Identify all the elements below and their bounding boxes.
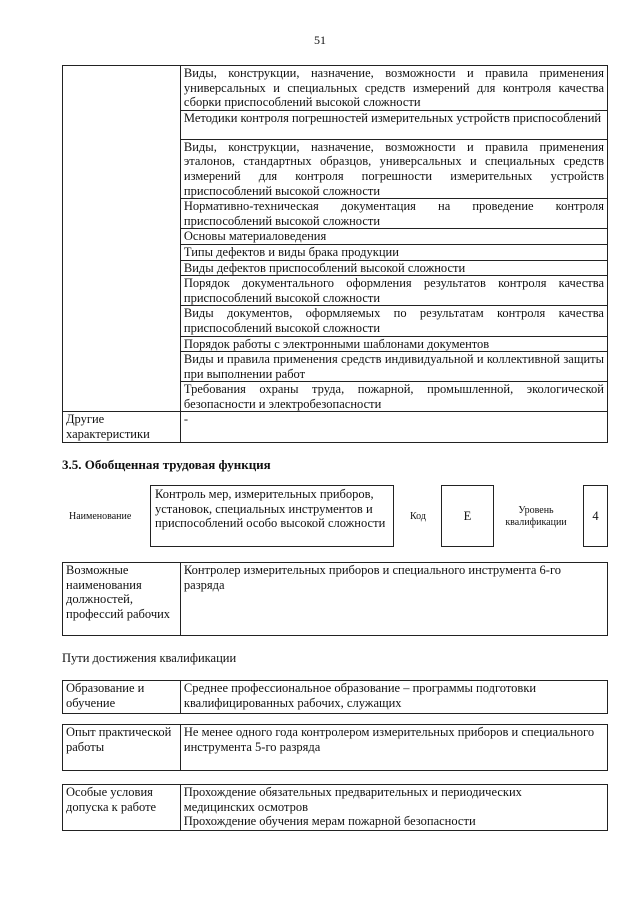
- knowledge-item: Порядок документального оформления результатов контроля качества приспособлений высокой сложности: [180, 276, 607, 306]
- knowledge-item: Виды дефектов приспособлений высокой сложности: [180, 260, 607, 276]
- possible-names-value: Контролер измерительных приборов и специального инструмента 6-го разряда: [180, 563, 607, 636]
- knowledge-item: Нормативно-техническая документация на проведение контроля приспособлений высокой сложности: [180, 199, 607, 229]
- knowledge-item: Типы дефектов и виды брака продукции: [180, 244, 607, 260]
- table-row: [63, 785, 608, 831]
- qualification-title: Пути достижения квалификации: [62, 651, 237, 665]
- table-row: [63, 66, 608, 111]
- special-condition-item: Прохождение обязательных предварительных и периодических медицинских осмотров: [183, 785, 522, 814]
- experience-label: Опыт практической работы: [63, 725, 181, 771]
- code-box: [441, 485, 494, 547]
- possible-names-table: [62, 562, 608, 636]
- special-condition-item: Прохождение обучения мерам пожарной безопасности: [183, 814, 476, 829]
- knowledge-item: Виды документов, оформляемых по результатам контроля качества приспособлений высокой сложности: [180, 306, 607, 336]
- table-row: [63, 412, 608, 442]
- table-row: [63, 681, 608, 714]
- education-table: [62, 680, 608, 714]
- level-label: Уровень квалификации: [505, 505, 567, 528]
- empty-label-cell: [63, 66, 181, 412]
- knowledge-item: Порядок работы с электронными шаблонами документов: [180, 336, 607, 352]
- page-number: 51: [314, 33, 326, 47]
- code-value: E: [463, 508, 472, 523]
- knowledge-item: Методики контроля погрешностей измерительных устройств приспособлений: [180, 110, 607, 139]
- education-label: Образование и обучение: [63, 681, 181, 714]
- special-conditions-value: [180, 785, 607, 831]
- special-conditions-table: [62, 784, 608, 831]
- table-row: [63, 725, 608, 771]
- experience-value: Не менее одного года контролером измерительных приборов и специального инструмента 5-го разряда: [180, 725, 607, 771]
- function-name-box: [150, 485, 394, 547]
- other-characteristics-label: Другие характеристики: [63, 412, 181, 442]
- name-label: Наименование: [69, 511, 132, 522]
- possible-names-label: Возможные наименования должностей, профессий рабочих: [63, 563, 181, 636]
- experience-table: [62, 724, 608, 771]
- knowledge-item: Виды, конструкции, назначение, возможности и правила применения эталонов, стандартных образцов, универсальных и специальных средств измерений для контроля погрешности измерительных устройств приспособлений высокой сложности: [180, 139, 607, 198]
- table-row: [63, 563, 608, 636]
- knowledge-item: Виды и правила применения средств индивидуальной и коллективной защиты при выполнении работ: [180, 352, 607, 382]
- function-name-value: Контроль мер, измерительных приборов, установок, специальных инструментов и приспособлений особо высокой сложности: [155, 487, 386, 531]
- special-conditions-label: Особые условия допуска к работе: [63, 785, 181, 831]
- education-value: Среднее профессиональное образование – программы подготовки квалифицированных рабочих, служащих: [180, 681, 607, 714]
- level-value: 4: [592, 508, 599, 523]
- knowledge-item: Основы материаловедения: [180, 229, 607, 245]
- knowledge-item: Виды, конструкции, назначение, возможности и правила применения универсальных и специальных средств измерений для контроля качества сборки приспособлений высокой сложности: [180, 66, 607, 111]
- knowledge-table: [62, 65, 608, 443]
- other-characteristics-value: -: [180, 412, 607, 442]
- section-title: 3.5. Обобщенная трудовая функция: [62, 457, 271, 472]
- knowledge-item: Требования охраны труда, пожарной, промышленной, экологической безопасности и электробезопасности: [180, 382, 607, 412]
- level-box: [583, 485, 608, 547]
- code-label: Код: [410, 511, 426, 522]
